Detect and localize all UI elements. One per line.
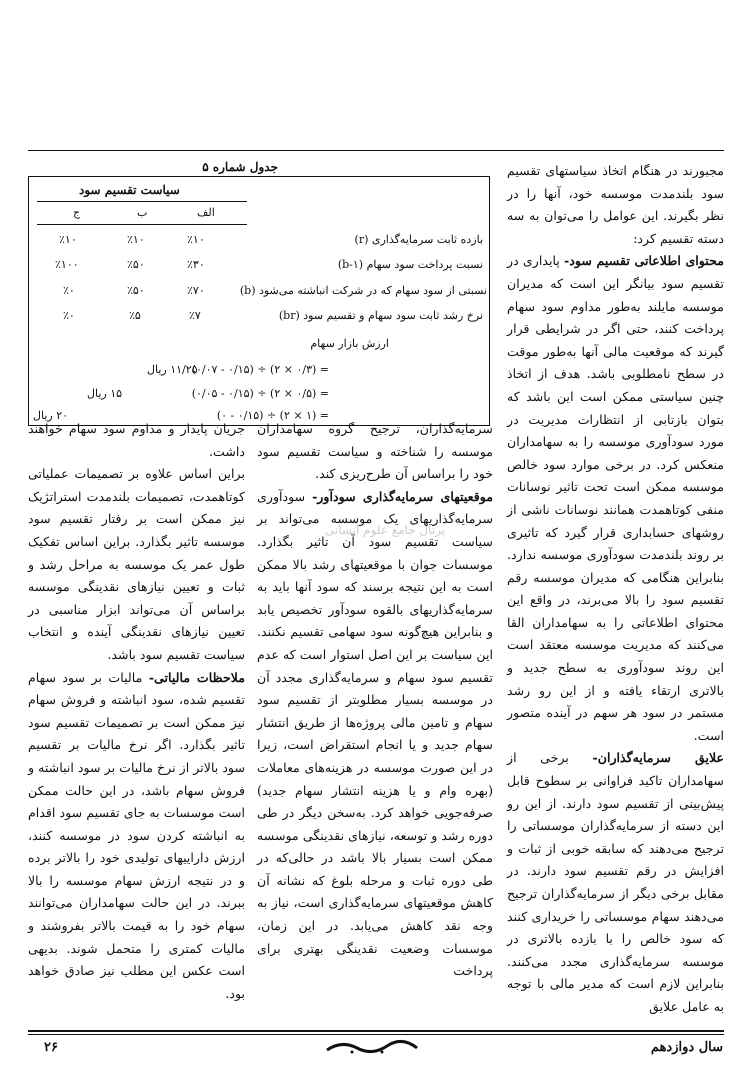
- col-label-jim: ج: [73, 206, 81, 219]
- watermark-text: پرتال جامع علوم انسانی: [324, 523, 446, 537]
- formula-1: (۰/۰۷ - ۰/۱۵) ÷ (۲ × ۰/۳) =: [191, 363, 329, 376]
- row-2-val-b: ٪۵۰: [127, 258, 145, 271]
- middle-para-2: سودآوری سرمایه‌گذاریهای یک موسسه می‌تواند بر سیاست تقسیم سود آن تاثیر بگذارد. موسسات جوان با موقعیتهای رشد بالا ممکن است به این نتیجه برسند که سود آنها باید به سرمایه‌گذاریهای بالقوه سودآور تخصیص یابد و بنابراین هیچ‌گونه سود سهامی تقسیم نکنند. این سیاست بر این اصل استوار است که عدم تقسیم سود سهام و سرمایه‌گذاری مجدد آن در موسسه بسیار مطلوبتر از تقسیم سود سهام و تامین مالی پروژه‌ها از طریق انتشار سهام جدید و یا انجام استقراض است، زیرا در این صورت موسسه در هزینه‌های معاملات (بهره وام و یا هزینه انتشار سهام جدید) صرفه‌جویی خواهد کرد. به‌سخن دیگر در طی دوره رشد و توسعه، نیازهای نقدینگی موسسه ممکن است بسیار بالا باشد در حالی‌که در طی دوره ثبات و مرحله بلوغ که نشانه آن کاهش موقعیتهای سرمایه‌گذاری است، نیاز به وجه نقد کاهش می‌یابد. در این زمان، موسسات وضعیت نقدینگی بهتری برای پرداخت: [257, 488, 493, 979]
- row-label-2: نسبت پرداخت سود سهام (b-۱): [337, 258, 483, 271]
- middle-heading-1: موقعیتهای سرمایه‌گذاری سودآور-: [312, 488, 493, 504]
- right-para-1: مجبورند در هنگام اتخاذ سیاستهای تقسیم سود بلندمدت موسسه خود، آنها را در نظر بگیرند. این عوامل را می‌توان به سه دسته تقسیم کرد:: [507, 163, 724, 246]
- table-header: سیاست تقسیم سود: [79, 183, 180, 197]
- row-3-val-b: ٪۵۰: [127, 284, 145, 297]
- left-para-1: جریان پایدار و مداوم سود سهام خواهند داشت.: [28, 421, 245, 459]
- bottom-rule-thin: [28, 1034, 724, 1035]
- col-label-be: ب: [137, 206, 148, 219]
- row-2-val-c: ٪۱۰۰: [55, 258, 79, 271]
- market-value-label: ارزش بازار سهام: [310, 337, 389, 350]
- row-label-1: بازده ثابت سرمایه‌گذاری (r): [354, 233, 483, 246]
- result-1: ۱۱/۲۵ ریال: [147, 363, 198, 376]
- row-3-val-a: ٪۷۰: [187, 284, 205, 297]
- row-label-4: نرخ رشد ثابت سود سهام و تقسیم سود (br): [278, 309, 483, 322]
- middle-para-1: سرمایه‌گذاران، ترجیح گروه سهامداران موسسه را شناخته و سیاست تقسیم سود خود را براساس آن طرح‌ریزی کند.: [257, 421, 493, 482]
- result-3: ۲۰ ریال: [33, 409, 69, 422]
- volume-label: سال دوازدهم: [650, 1040, 723, 1055]
- right-column: [507, 160, 724, 1019]
- left-para-2: براین اساس علاوه بر تصمیمات عملیاتی کوتاهمدت، تصمیمات بلندمدت استراتژیک نیز ممکن است بر رفتار تقسیم سود موسسه تاثیر بگذارد. براین اساس تفکیک طول عمر یک موسسه به مراحل رشد و ثبات و تعیین نیازهای نقدینگی موسسه براساس آن می‌تواند ابزار مناسبی در تعیین نیازهای نقدینگی آینده و انتخاب سیاست تقسیم سود باشد.: [28, 466, 245, 662]
- col-label-alef: الف: [197, 206, 215, 219]
- left-heading-1: ملاحظات مالیاتی-: [148, 669, 245, 685]
- row-4-val-a: ٪۷: [189, 309, 201, 322]
- left-column: [28, 418, 245, 1005]
- right-heading-2: علایق سرمایه‌گذاران-: [592, 750, 724, 766]
- row-4-val-c: ٪۰: [63, 309, 75, 322]
- formula-3: (۰ - ۰/۱۵) ÷ (۲ × ۱) =: [216, 409, 329, 422]
- right-heading-1: محتوای اطلاعاتی تقسیم سود-: [564, 253, 724, 269]
- left-para-3: مالیات بر سود سهام تقسیم شده، سود انباشته و فروش سهام نیز ممکن است بر تصمیمات تقسیم سود تاثیر بگذارد. اگر نرخ مالیات بر تقسیم سود بالاتر از نرخ مالیات بر سود انباشته و فروش سهام باشد، در این حالت ممکن است موسسات به جای تقسیم سود اقدام به انباشته کردن سود در موسسه کنند، ارزش داراییهای تولیدی خود را بالاتر برده و در نتیجه ارزش سهام موسسه را بالا ببرند. در این حالت سهامداران می‌توانند سهام خود را به قیمت بالاتر بفروشند و مالیات کمتری را متحمل شوند. بدیهی است عکس این مطلب نیز صادق خواهد بود.: [28, 669, 245, 1001]
- table-title: جدول شماره ۵: [202, 160, 278, 174]
- formula-2: (۰/۰۵ - ۰/۱۵) ÷ (۲ × ۰/۵) =: [191, 387, 329, 400]
- header-underline: [37, 201, 247, 202]
- row-4-val-b: ٪۵: [129, 309, 141, 322]
- watermark-stamp: [300, 500, 470, 560]
- row-1-val-b: ٪۱۰: [127, 233, 145, 246]
- row-label-3: نسبتی از سود سهام که در شرکت انباشته می‌شود (b): [239, 284, 487, 297]
- right-para-3: برخی از سهامداران تاکید فراوانی بر سطوح قابل پیش‌بینی از تقسیم سود دارند. از این رو این دسته از سرمایه‌گذاران موسساتی را ترجیح می‌دهند که سابقه خوبی از ثبات و افزایش در رقم تقسیم سود دارند. در مقابل برخی دیگر از سرمایه‌گذاران ترجیح می‌دهند سهام موسساتی را خریداری کنند که سود خالص را با بازده بالاتری در موسسه سرمایه‌گذاری مجدد می‌کنند. بنابراین لازم است که مدیر مالی با توجه به عامل علایق: [507, 750, 724, 1014]
- col-header-underline: [37, 224, 247, 225]
- row-2-val-a: ٪۳۰: [187, 258, 205, 271]
- row-3-val-c: ٪۰: [63, 284, 75, 297]
- page-number: ۲۶: [44, 1040, 58, 1055]
- right-para-2: پایداری در تقسیم سود بیانگر این است که مدیران موسسه مایلند به‌طور مداوم سود سهام پرداخت کنند، حتی اگر در شرایطی قرار گیرند که موقعیت مالی آنها به‌طور موقت در سطح نامطلوبی باشد. هدف از اتخاذ چنین سیاستی ممکن است این باشد که بتوان بازتابی از انتظارات مدیریت در مورد سودآوری موسسه را به سهامداران منعکس کرد. در برخی موارد سود خالص موسسه ممکن است تحت تاثیر نوسانات منفی کوتاهمدت همانند نوسانات ناشی از روشهای حسابداری قرار گیرد که تاثیری بر روند بلندمدت سودآوری موسسه ندارد. بنابراین هنگامی که مدیران موسسه رقم تقسیم سود را بالا می‌برند، در واقع این محتوای اطلاعاتی را به سهامداران القا می‌کنند که مدیریت موسسه معتقد است این روند سودآوری به سطح جدید و بالاتری ارتقاء یافته و از این رو رشد مستمر در سود هر سهم در آینده متصور است.: [507, 253, 724, 743]
- journal-logo-icon: [322, 1036, 422, 1056]
- top-rule: [28, 150, 724, 151]
- table-frame: [28, 176, 490, 426]
- result-2: ۱۵ ریال: [87, 387, 123, 400]
- row-1-val-c: ٪۱۰: [59, 233, 77, 246]
- bottom-rule: [28, 1030, 724, 1032]
- row-1-val-a: ٪۱۰: [187, 233, 205, 246]
